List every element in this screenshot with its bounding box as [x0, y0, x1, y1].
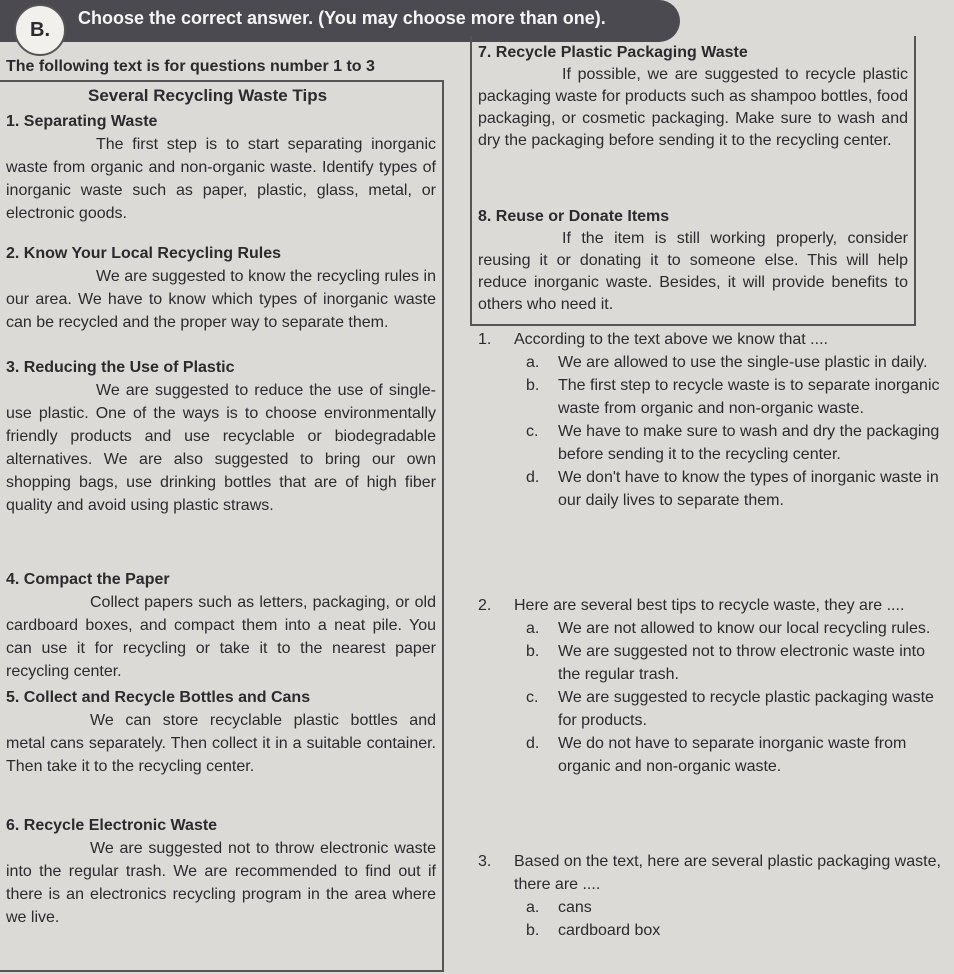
- tip-body: The first step is to start separating inorganic waste from organic and non-organic waste. Identify types of inorganic waste such as paper, plastic, glass, metal, or electronic goods.: [6, 136, 436, 222]
- section-badge: B.: [14, 4, 66, 56]
- option-letter: b.: [526, 377, 540, 394]
- tip-5: [6, 686, 436, 778]
- question-3: [478, 850, 944, 942]
- tip-title: 3. Reducing the Use of Plastic: [6, 359, 235, 376]
- tip-title: 4. Compact the Paper: [6, 571, 170, 588]
- answer-option[interactable]: [518, 732, 944, 778]
- answer-option[interactable]: [518, 374, 944, 420]
- tip-body: Collect papers such as letters, packaging, or old cardboard boxes, and compact them into a neat pile. You can use it for recycling or take it to the nearest paper recycling center.: [6, 594, 436, 680]
- tip-body: If possible, we are suggested to recycle plastic packaging waste for products such as shampoo bottles, food packaging, or cosmetic packaging. Make sure to wash and dry the packaging before sending it to the recycling center.: [478, 66, 908, 149]
- tip-6: [6, 814, 436, 929]
- option-text: We are suggested to recycle plastic packaging waste for products.: [558, 689, 934, 729]
- question-number: 2.: [478, 597, 492, 614]
- tip-title: 5. Collect and Recycle Bottles and Cans: [6, 689, 311, 706]
- question-1: [478, 328, 944, 512]
- option-letter: b.: [526, 643, 540, 660]
- option-letter: a.: [526, 899, 540, 916]
- option-text: The first step to recycle waste is to separate inorganic waste from organic and non-organic waste.: [558, 377, 940, 417]
- option-letter: a.: [526, 354, 540, 371]
- option-letter: c.: [526, 423, 539, 440]
- tip-1: [6, 110, 436, 225]
- option-text: We are not allowed to know our local recycling rules.: [558, 620, 931, 637]
- tip-title: 1. Separating Waste: [6, 113, 158, 130]
- option-letter: c.: [526, 689, 539, 706]
- option-text: We don't have to know the types of inorganic waste in our daily lives to separate them.: [558, 469, 939, 509]
- option-text: cardboard box: [558, 922, 661, 939]
- question-number: 3.: [478, 853, 492, 870]
- option-letter: d.: [526, 469, 540, 486]
- option-letter: a.: [526, 620, 540, 637]
- answer-option[interactable]: [518, 896, 944, 919]
- question-stem: Here are several best tips to recycle waste, they are ....: [514, 597, 905, 614]
- question-number: 1.: [478, 331, 492, 348]
- answer-option[interactable]: [518, 420, 944, 466]
- question-stem: According to the text above we know that ....: [514, 331, 828, 348]
- option-text: We have to make sure to wash and dry the packaging before sending it to the recycling center.: [558, 423, 940, 463]
- tip-title: 6. Recycle Electronic Waste: [6, 817, 218, 834]
- question-stem: Based on the text, here are several plastic packaging waste, there are ....: [514, 853, 941, 893]
- tip-7: [478, 42, 908, 152]
- tip-title: 8. Reuse or Donate Items: [478, 208, 670, 225]
- section-instruction: Choose the correct answer. (You may choose more than one).: [78, 8, 606, 28]
- tip-3: [6, 356, 436, 517]
- answer-option[interactable]: [518, 919, 944, 942]
- answer-option[interactable]: [518, 617, 944, 640]
- passage-title: Several Recycling Waste Tips: [88, 86, 328, 105]
- tip-body: We are suggested not to throw electronic waste into the regular trash. We are recommended to find out if there is an electronics recycling program in the area where we live.: [6, 840, 436, 926]
- answer-option[interactable]: [518, 686, 944, 732]
- answer-option[interactable]: [518, 351, 944, 374]
- option-letter: d.: [526, 735, 540, 752]
- tip-title: 2. Know Your Local Recycling Rules: [6, 245, 282, 262]
- tip-2: [6, 242, 436, 334]
- answer-option[interactable]: [518, 640, 944, 686]
- option-text: We do not have to separate inorganic waste from organic and non-organic waste.: [558, 735, 907, 775]
- option-text: We are suggested not to throw electronic waste into the regular trash.: [558, 643, 926, 683]
- tip-body: We can store recyclable plastic bottles and metal cans separately. Then collect it in a suitable container. Then take it to the recycling center.: [6, 712, 436, 775]
- tip-body: If the item is still working properly, consider reusing it or donating it to someone else. This will help reduce inorganic waste. Besides, it will provide benefits to others who need it.: [478, 230, 908, 313]
- tip-8: [478, 206, 908, 316]
- passage-intro: The following text is for questions number 1 to 3: [6, 58, 375, 75]
- option-text: We are allowed to use the single-use plastic in daily.: [558, 354, 928, 371]
- tip-title: 7. Recycle Plastic Packaging Waste: [478, 44, 748, 61]
- tip-4: [6, 568, 436, 683]
- answer-option[interactable]: [518, 466, 944, 512]
- option-text: cans: [558, 899, 592, 916]
- tip-body: We are suggested to reduce the use of single-use plastic. One of the ways is to choose environmentally friendly products and use recyclable or biodegradable alternatives. We are also suggested to bring our own shopping bags, use drinking bottles that are of high fiber quality and avoid using plastic straws.: [6, 382, 436, 514]
- tip-body: We are suggested to know the recycling rules in our area. We have to know which types of inorganic waste can be recycled and the proper way to separate them.: [6, 268, 436, 331]
- option-letter: b.: [526, 922, 540, 939]
- question-2: [478, 594, 944, 778]
